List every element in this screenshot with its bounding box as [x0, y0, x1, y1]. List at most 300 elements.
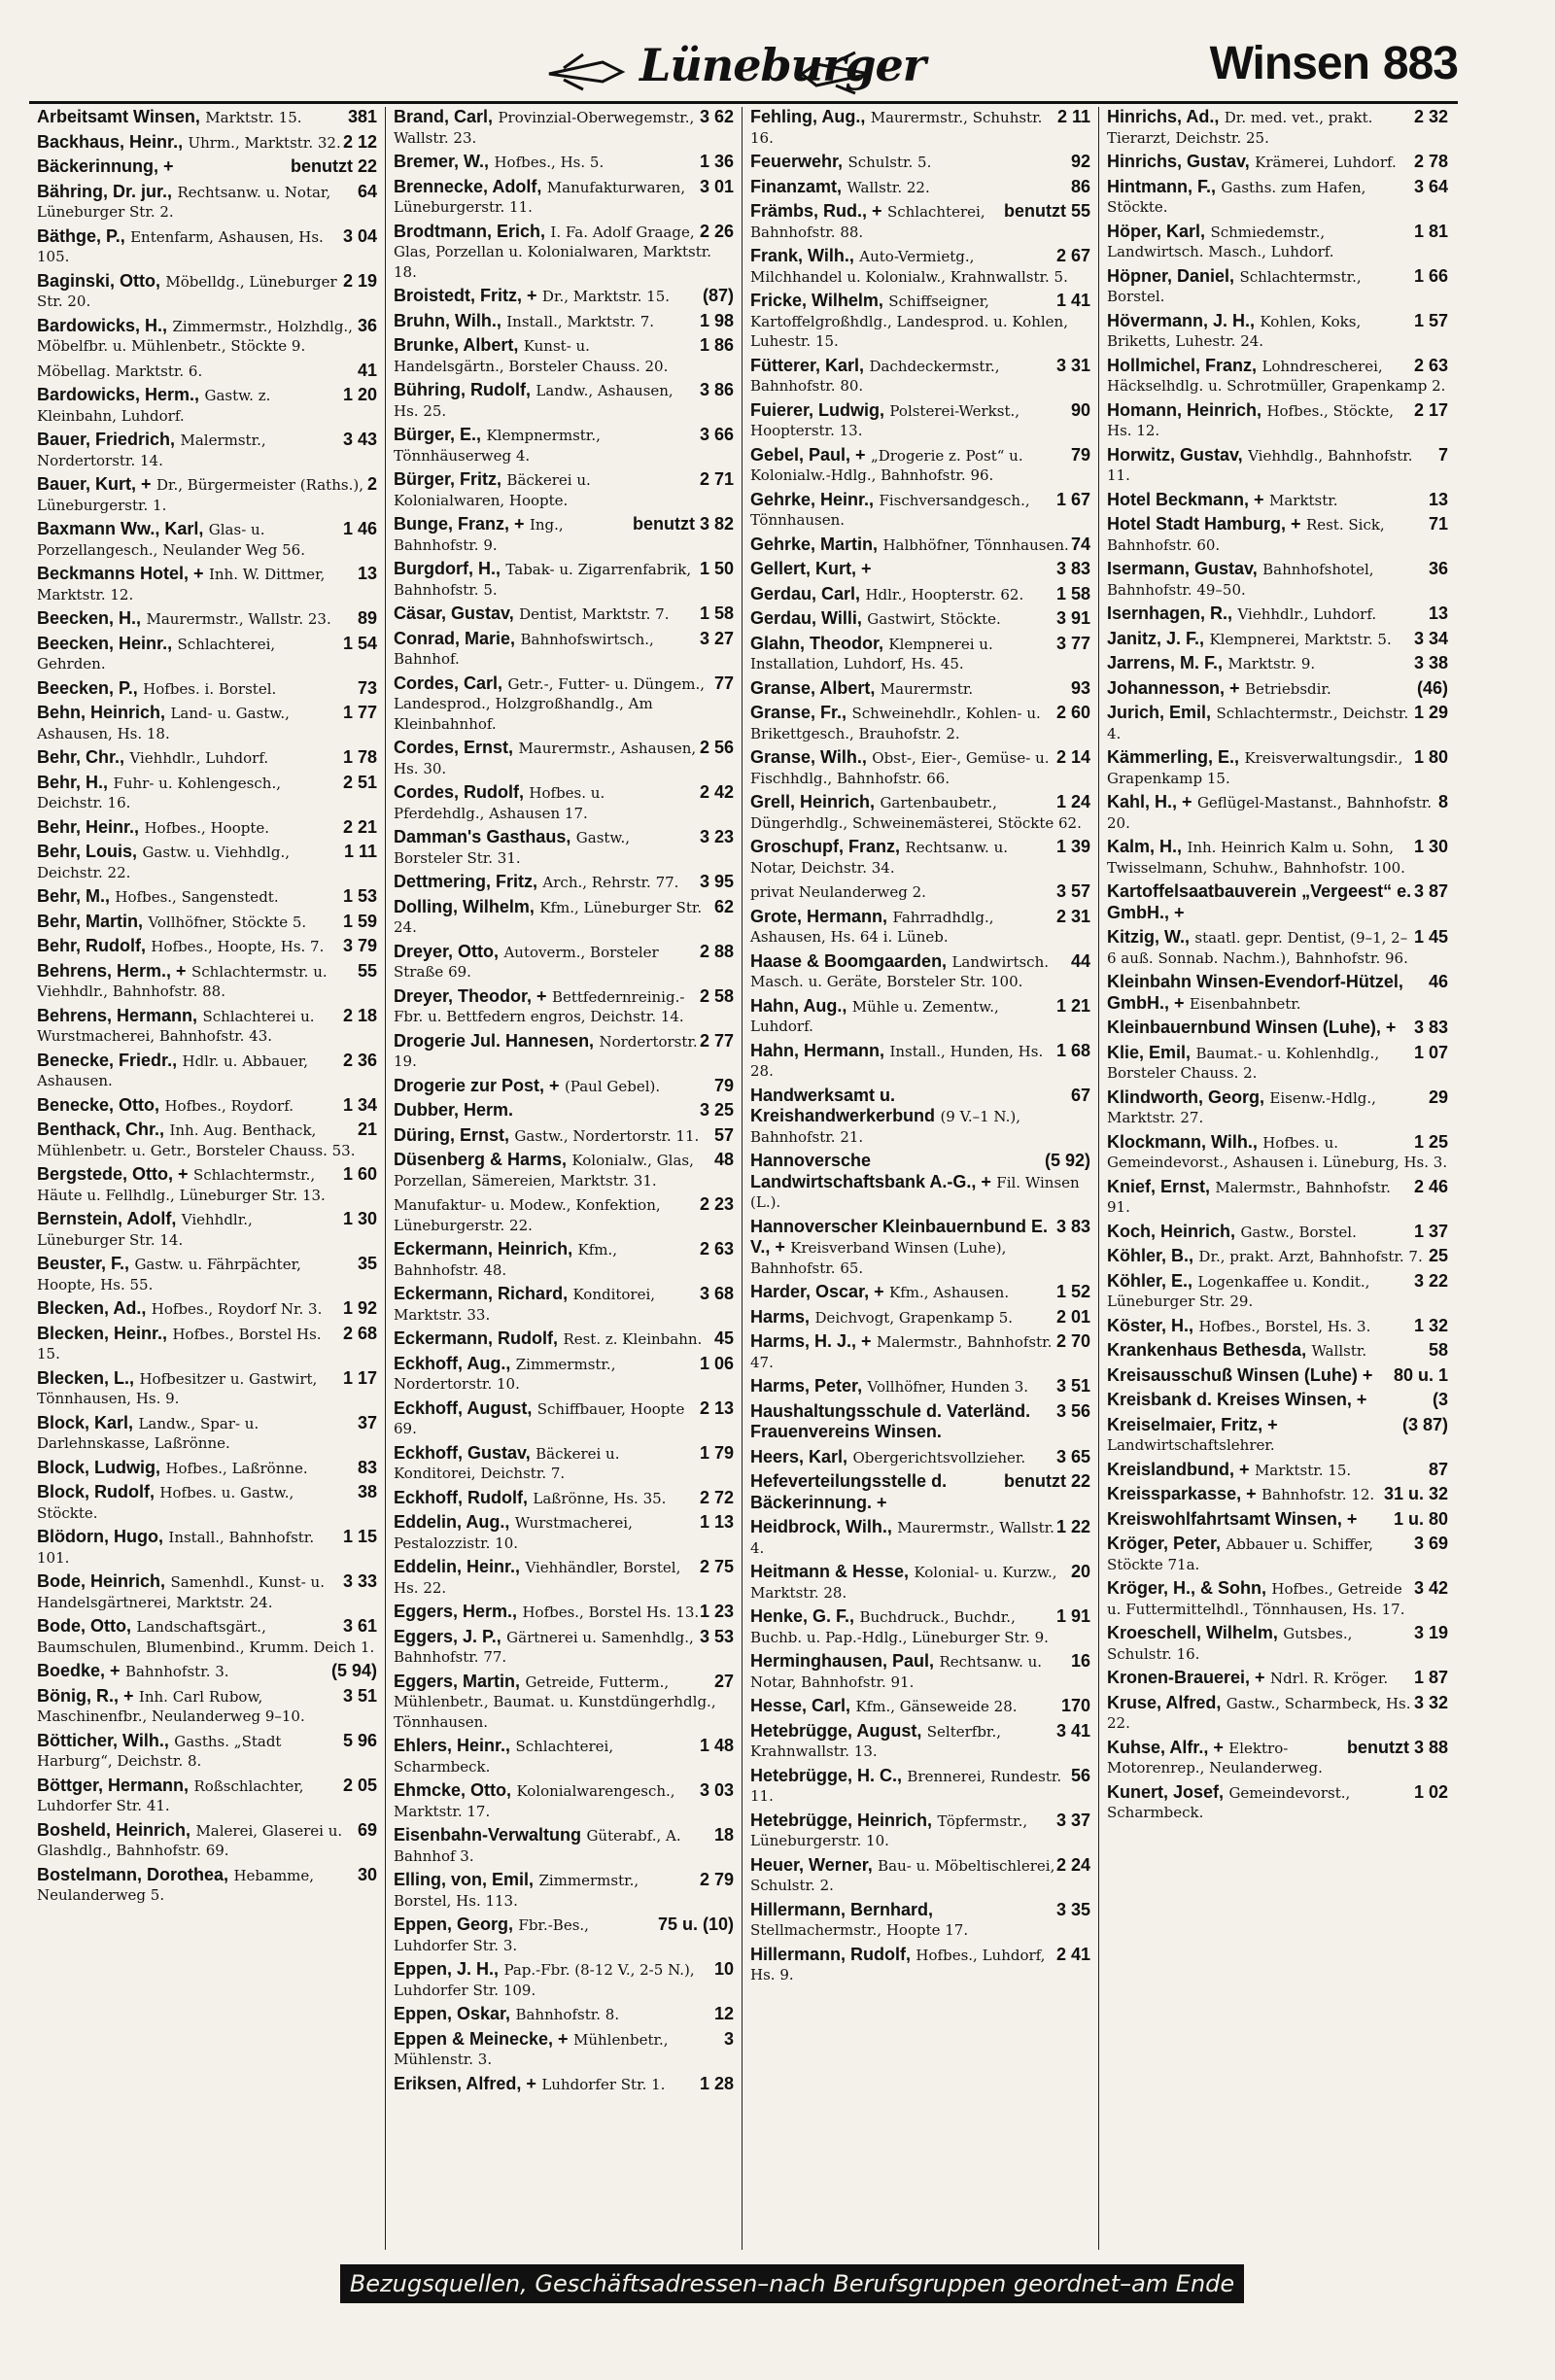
- entry-name: Block, Rudolf,: [37, 1482, 155, 1501]
- phone-number: (46): [1416, 677, 1448, 698]
- entry-name: Harms,: [750, 1306, 811, 1327]
- phone-number: 1 79: [699, 1442, 734, 1463]
- entry-name: Block, Ludwig,: [37, 1457, 161, 1477]
- entry-name: Bode, Heinrich,: [37, 1571, 166, 1591]
- entry-details: Dr., prakt. Arzt, Bahnhofstr. 7.: [1198, 1248, 1423, 1265]
- directory-entry: [750, 1721, 1090, 1762]
- directory-entry: [394, 604, 734, 625]
- phone-number: 3 53: [699, 1626, 734, 1646]
- directory-entry: [1107, 837, 1448, 878]
- phone-number: 1 81: [1413, 221, 1448, 241]
- directory-entry: [37, 608, 377, 630]
- entry-details: Land- u. Gastw., Ashausen, Hs. 18.: [37, 705, 290, 742]
- phone-number: 2 71: [699, 469, 734, 489]
- phone-number: 2 13: [699, 1397, 734, 1418]
- entry-name: Harms, Peter,: [750, 1376, 863, 1396]
- phone-number: 3 68: [699, 1284, 734, 1303]
- entry-name: Fehling, Aug.,: [750, 107, 866, 126]
- directory-entry: [37, 703, 377, 743]
- entry-name: Ehlers, Heinr.,: [394, 1736, 511, 1755]
- entry-details: Kfm., Ashausen.: [889, 1284, 1010, 1301]
- entry-details: Zimmermstr., Nordertorstr. 10.: [394, 1355, 616, 1393]
- directory-entry: [37, 678, 377, 700]
- entry-details: Bau- u. Möbeltischlerei, Schulstr. 2.: [750, 1856, 1055, 1894]
- entry-name: Hotel Beckmann, +: [1107, 489, 1264, 509]
- directory-entry: [1107, 747, 1448, 788]
- directory-entry: [394, 469, 734, 510]
- entry-name: Bühring, Rudolf,: [394, 380, 531, 399]
- directory-entry: [37, 1686, 377, 1727]
- directory-entry: [394, 177, 734, 218]
- entry-details: Gartenbaubetr., Düngerhdlg., Schweinemästerei, Stöckte 62.: [750, 794, 1082, 832]
- entry-details: Mühlenbetr., Mühlenstr. 3.: [394, 2030, 669, 2068]
- entry-details: Bäckerei u. Kolonialwaren, Hoopte.: [394, 471, 591, 509]
- entry-details: Schlachterei u. Wurstmacherei, Bahnhofstr. 43.: [37, 1007, 315, 1045]
- entry-name: Behr, M.,: [37, 886, 111, 906]
- directory-entry: [1107, 792, 1448, 833]
- phone-number: 3 27: [699, 628, 734, 648]
- phone-number: 38: [357, 1482, 377, 1501]
- directory-entry: [394, 1825, 734, 1866]
- entry-details: Möbelldg., Lüneburger Str. 20.: [37, 272, 337, 310]
- phone-number: 21: [357, 1120, 377, 1139]
- phone-number: (3: [1432, 1390, 1448, 1409]
- directory-entry: [394, 673, 734, 735]
- directory-entry: [1107, 107, 1448, 148]
- directory-columns: [29, 107, 1458, 2250]
- directory-entry: [37, 1164, 377, 1205]
- directory-entry: [750, 107, 1090, 148]
- phone-number: benutzt 3 88: [1346, 1737, 1448, 1757]
- directory-entry: [1107, 604, 1448, 625]
- entry-details: Viehhändler, Borstel, Hs. 22.: [394, 1559, 681, 1597]
- directory-entry: [750, 246, 1090, 287]
- phone-number: 1 54: [342, 633, 377, 653]
- phone-number: 2 24: [1055, 1854, 1090, 1875]
- phone-number: 1 86: [699, 335, 734, 355]
- entry-details: staatl. gepr. Dentist, (9–1, 2–6 auß. Sonnab. Nachm.), Bahnhofstr. 96.: [1107, 929, 1408, 967]
- entry-details: Dr., Bürgermeister (Raths.), Lüneburgerstr. 1.: [37, 476, 363, 514]
- entry-details: Hofbes., Getreide u. Futtermittelhdl., Tönnhausen, Hs. 17.: [1107, 1580, 1405, 1618]
- directory-entry: [1107, 559, 1448, 600]
- directory-entry: [1107, 1246, 1448, 1267]
- entry-details: (9 V.–1 N.), Bahnhofstr. 21.: [750, 1108, 1020, 1146]
- entry-name: Grell, Heinrich,: [750, 792, 876, 811]
- phone-number: 3 91: [1055, 608, 1090, 628]
- entry-name: Bauer, Friedrich,: [37, 430, 176, 449]
- entry-details: Zimmermstr., Borstel, Hs. 113.: [394, 1872, 639, 1910]
- entry-details: Vollhöfner, Stöckte 5.: [148, 913, 307, 931]
- entry-details: Kunst- u. Handelsgärtn., Borsteler Chauss. 20.: [394, 337, 669, 375]
- directory-entry: [37, 1731, 377, 1772]
- footer-banner: Bezugsquellen, Geschäftsadressen–nach Berufsgruppen geordnet–am Ende des Buches: [340, 2264, 1244, 2303]
- directory-entry: [1107, 1177, 1448, 1218]
- entry-details: Hofbes., Borstel Hs. 13.: [522, 1604, 700, 1621]
- entry-name: Kunert, Josef,: [1107, 1781, 1225, 1802]
- phone-number: 25: [1428, 1246, 1448, 1265]
- entry-details: Provinzial-Oberwegemstr., Wallstr. 23.: [394, 109, 695, 147]
- entry-details: Gastw., Borstel.: [1240, 1223, 1357, 1241]
- entry-details: Hofbesitzer u. Gastwirt, Tönnhausen, Hs. 9.: [37, 1369, 318, 1407]
- entry-details: Wallstr.: [1311, 1342, 1367, 1360]
- phone-number: 1 21: [1055, 995, 1090, 1016]
- directory-entry: [394, 1780, 734, 1821]
- entry-name: Eckhoff, Rudolf,: [394, 1487, 528, 1507]
- phone-number: 77: [713, 673, 734, 693]
- directory-entry: [750, 1401, 1090, 1443]
- entry-name: Köhler, B.,: [1107, 1246, 1194, 1265]
- entry-name: Kroeschell, Wilhelm,: [1107, 1623, 1278, 1642]
- entry-details: Malermstr., Bahnhofstr. 91.: [1107, 1178, 1391, 1216]
- entry-name: Heers, Karl,: [750, 1446, 848, 1466]
- phone-number: 71: [1428, 514, 1448, 534]
- entry-details: Fahrradhdlg., Ashausen, Hs. 64 i. Lüneb.: [750, 908, 994, 946]
- entry-name: Eisenbahn-Verwaltung: [394, 1825, 582, 1845]
- entry-name: Brand, Carl,: [394, 107, 494, 126]
- entry-details: Dr. med. vet., prakt. Tierarzt, Deichstr. 25.: [1107, 109, 1373, 147]
- entry-details: Wurstmacherei, Pestalozzistr. 10.: [394, 1514, 633, 1552]
- directory-entry: [750, 1517, 1090, 1558]
- entry-name: Kröger, Peter,: [1107, 1534, 1222, 1553]
- entry-name: Kreiselmaier, Fritz, +: [1107, 1414, 1278, 1434]
- directory-entry: [394, 1870, 734, 1911]
- directory-entry: [1107, 445, 1448, 486]
- directory-entry: [750, 837, 1090, 878]
- directory-entry: [1107, 1738, 1448, 1778]
- entry-details: Marktstr. 9.: [1227, 655, 1316, 673]
- entry-details: Schlachterei, Bahnhofstr. 88.: [750, 203, 985, 241]
- entry-details: Schlachterei, Scharmbeck.: [394, 1738, 614, 1776]
- directory-entry: [37, 1051, 377, 1091]
- directory-entry: [394, 738, 734, 778]
- phone-number: 3 41: [1055, 1720, 1090, 1741]
- entry-name: Hesse, Carl,: [750, 1696, 851, 1715]
- phone-number: 3 35: [1055, 1899, 1090, 1919]
- entry-name: Eddelin, Heinr.,: [394, 1557, 521, 1576]
- entry-name: Homann, Heinrich,: [1107, 399, 1262, 420]
- directory-entry: [750, 535, 1090, 556]
- entry-name: Baginski, Otto,: [37, 270, 161, 291]
- entry-name: Hillermann, Bernhard,: [750, 1899, 934, 1919]
- phone-number: 1 66: [1413, 265, 1448, 286]
- entry-details: Hofbes., Borstel, Hs. 3.: [1198, 1317, 1371, 1335]
- phone-number: benutzt 55: [1003, 201, 1090, 221]
- phone-number: 1 32: [1413, 1315, 1448, 1335]
- directory-entry: [394, 1031, 734, 1072]
- directory-entry: [750, 400, 1090, 441]
- directory-entry: [394, 1125, 734, 1147]
- entry-details: Auto-Vermietg., Milchhandel u. Kolonialw., Krahnwallstr. 5.: [750, 248, 1068, 286]
- entry-name: Koch, Heinrich,: [1107, 1221, 1236, 1241]
- directory-entry: [1107, 1087, 1448, 1128]
- phone-number: 2 05: [342, 1775, 377, 1795]
- directory-entry: [1107, 703, 1448, 743]
- phone-number: 2 23: [699, 1194, 734, 1214]
- directory-entry: [750, 152, 1090, 173]
- entry-name: Bunge, Franz, +: [394, 514, 525, 534]
- directory-entry: [37, 385, 377, 426]
- phone-number: 30: [357, 1864, 377, 1884]
- directory-entry: [750, 747, 1090, 788]
- entry-name: Eggers, Herm.,: [394, 1602, 518, 1621]
- directory-entry: [394, 1914, 734, 1955]
- phone-number: 1 20: [342, 385, 377, 404]
- phone-number: 36: [1428, 559, 1448, 578]
- entry-details: Eisenw.-Hdlg., Marktstr. 27.: [1107, 1088, 1376, 1126]
- entry-name: Baxmann Ww., Karl,: [37, 519, 204, 538]
- entry-name: Bardowicks, H.,: [37, 315, 168, 335]
- directory-entry: [1107, 222, 1448, 262]
- phone-number: 3 83: [1055, 1216, 1090, 1236]
- phone-number: 2 42: [699, 782, 734, 802]
- entry-name: Dreyer, Otto,: [394, 941, 500, 961]
- entry-details: Getreide, Futterm., Mühlenbetr., Baumat. u. Kunstdüngerhdlg., Tönnhausen.: [394, 1673, 716, 1731]
- entry-name: Eckhoff, August,: [394, 1397, 533, 1418]
- page-title: [1210, 37, 1458, 90]
- entry-name: Kreislandbund, +: [1107, 1459, 1250, 1479]
- entry-details: Bahnhofshotel, Bahnhofstr. 49–50.: [1107, 561, 1374, 599]
- entry-details: Klempnerei u. Installation, Luhdorf, Hs. 45.: [750, 635, 993, 673]
- entry-name: Bergstede, Otto, +: [37, 1164, 189, 1184]
- directory-entry: [1107, 927, 1448, 968]
- directory-entry: [750, 201, 1090, 242]
- phone-number: 3 03: [699, 1780, 734, 1800]
- entry-name: Gehrke, Martin,: [750, 534, 879, 554]
- entry-name: Kreiswohlfahrtsamt Winsen, +: [1107, 1508, 1358, 1529]
- phone-number: 1 87: [1413, 1668, 1448, 1687]
- entry-details: Bahnhofswirtsch., Bahnhof.: [394, 630, 654, 668]
- entry-name: Düring, Ernst,: [394, 1124, 510, 1145]
- directory-entry: [37, 747, 377, 769]
- phone-number: 1 36: [699, 152, 734, 171]
- entry-name: Beckmanns Hotel, +: [37, 564, 204, 583]
- entry-name: Heidbrock, Wilh.,: [750, 1517, 892, 1536]
- phone-number: 1 02: [1413, 1781, 1448, 1802]
- phone-number: 3 04: [342, 225, 377, 246]
- entry-name: Behrens, Herm., +: [37, 960, 187, 981]
- phone-number: 1 28: [699, 2073, 734, 2093]
- phone-number: 56: [1070, 1765, 1090, 1785]
- phone-number: 3 62: [699, 107, 734, 126]
- entry-details: Uhrm., Marktstr. 32.: [188, 133, 341, 152]
- entry-name: Eggers, J. P.,: [394, 1626, 501, 1646]
- page-header: [29, 19, 1458, 107]
- entry-name: Düsenberg & Harms,: [394, 1150, 568, 1169]
- phone-number: 2 68: [342, 1323, 377, 1343]
- directory-entry: [394, 1239, 734, 1280]
- directory-entry: [1107, 1578, 1448, 1619]
- entry-details: Landw., Ashausen, Hs. 25.: [394, 382, 674, 420]
- directory-entry: [37, 1820, 377, 1861]
- phone-number: 5 96: [342, 1730, 377, 1750]
- directory-entry: [394, 897, 734, 938]
- entry-name: Dreyer, Theodor, +: [394, 985, 547, 1006]
- entry-name: Bötticher, Wilh.,: [37, 1730, 169, 1750]
- phone-number: 1 67: [1055, 489, 1090, 509]
- directory-entry: [394, 152, 734, 173]
- entry-details: Malermstr., Nordertorstr. 14.: [37, 431, 266, 469]
- column-1: [29, 107, 386, 2250]
- entry-name: Gerdau, Carl,: [750, 583, 861, 604]
- phone-number: 2 58: [699, 985, 734, 1006]
- entry-details: Obst-, Eier-, Gemüse- u. Fischhdlg., Bahnhofstr. 66.: [750, 749, 1050, 787]
- phone-number: 3 33: [342, 1571, 377, 1591]
- directory-entry: [1107, 1782, 1448, 1823]
- entry-name: Hefeverteilungsstelle d. Bäckerinnung. +: [750, 1471, 948, 1512]
- entry-name: Burgdorf, H.,: [394, 559, 501, 578]
- entry-details: Hofbes. u. Gemeindevorst., Ashausen i. Lüneburg, Hs. 3.: [1107, 1133, 1448, 1171]
- directory-entry: [750, 1766, 1090, 1807]
- directory-entry: [394, 1150, 734, 1190]
- directory-entry: [37, 316, 377, 357]
- entry-name: Kronen-Brauerei, +: [1107, 1668, 1265, 1687]
- entry-details: Baumat.- u. Kohlenhdlg., Borsteler Chauss. 2.: [1107, 1044, 1380, 1082]
- directory-entry: [1107, 1623, 1448, 1664]
- entry-details: Konditorei, Marktstr. 33.: [394, 1286, 656, 1324]
- entry-name: Behrens, Hermann,: [37, 1005, 198, 1025]
- entry-name: Blödorn, Hugo,: [37, 1527, 163, 1546]
- entry-name: Herminghausen, Paul,: [750, 1651, 935, 1671]
- entry-details: Landwirtschaftslehrer.: [1107, 1436, 1275, 1454]
- phone-number: 3 22: [1413, 1270, 1448, 1291]
- phone-number: 2 70: [1055, 1331, 1090, 1351]
- entry-details: privat Neulanderweg 2.: [750, 883, 926, 901]
- entry-name: Cäsar, Gustav,: [394, 604, 514, 623]
- entry-details: Hofbes., Roydorf.: [164, 1096, 294, 1115]
- phone-number: (3 87): [1401, 1414, 1448, 1434]
- directory-entry: [750, 881, 1090, 903]
- phone-number: 1 57: [1413, 310, 1448, 330]
- phone-number: 36: [357, 315, 377, 335]
- entry-name: Drogerie zur Post, +: [394, 1075, 560, 1095]
- directory-entry: [37, 817, 377, 839]
- directory-entry: [37, 886, 377, 908]
- entry-name: Eckhoff, Gustav,: [394, 1442, 531, 1463]
- entry-name: Harder, Oscar, +: [750, 1282, 884, 1301]
- entry-details: Abbauer u. Schiffer, Stöckte 71a.: [1107, 1535, 1374, 1573]
- directory-entry: [394, 1557, 734, 1598]
- entry-name: Bostelmann, Dorothea,: [37, 1864, 229, 1884]
- directory-entry: [394, 942, 734, 983]
- entry-details: Rechtsanw. u. Notar, Deichstr. 34.: [750, 839, 1009, 877]
- entry-details: Pap.-Fbr. (8-12 V., 2-5 N.), Luhdorfer Str. 109.: [394, 1961, 695, 1999]
- directory-entry: [750, 1376, 1090, 1397]
- directory-entry: [37, 1368, 377, 1409]
- directory-entry: [394, 311, 734, 332]
- entry-name: Johannesson, +: [1107, 677, 1240, 698]
- phone-number: 1 15: [342, 1527, 377, 1546]
- directory-entry: [37, 912, 377, 933]
- directory-entry: [750, 1945, 1090, 1985]
- directory-entry: [37, 132, 377, 154]
- entry-details: Hofbes., Stöckte, Hs. 12.: [1107, 401, 1395, 439]
- entry-name: Backhaus, Heinr.,: [37, 131, 184, 152]
- directory-entry: [37, 842, 377, 882]
- directory-entry: [37, 1120, 377, 1160]
- phone-number: 1 37: [1413, 1221, 1448, 1241]
- directory-entry: [37, 1527, 377, 1568]
- phone-number: 2 79: [699, 1870, 734, 1889]
- directory-entry: [37, 1571, 377, 1612]
- phone-number: 1 u. 80: [1393, 1508, 1448, 1529]
- entry-name: Höper, Karl,: [1107, 221, 1206, 241]
- entry-details: Maurermstr., Wallstr. 4.: [750, 1519, 1054, 1557]
- directory-entry: [37, 361, 377, 382]
- phone-number: 1 78: [342, 747, 377, 767]
- entry-name: Krankenhaus Bethesda,: [1107, 1340, 1307, 1360]
- entry-name: Bosheld, Heinrich,: [37, 1819, 191, 1840]
- phone-number: 62: [713, 896, 734, 916]
- directory-entry: [1107, 266, 1448, 307]
- entry-details: Dentist, Marktstr. 7.: [519, 605, 670, 623]
- phone-number: 2 88: [699, 941, 734, 961]
- entry-details: Hofbes., Luhdorf, Hs. 9.: [750, 1946, 1046, 1983]
- phone-number: 2 78: [1413, 152, 1448, 171]
- directory-entry: [750, 703, 1090, 743]
- entry-details: Kfm., Lüneburger Str. 24.: [394, 898, 703, 936]
- entry-details: Gastw., Nordertorstr. 11.: [514, 1126, 700, 1145]
- entry-details: Gasths. zum Hafen, Stöckte.: [1107, 178, 1366, 216]
- directory-entry: [394, 335, 734, 376]
- phone-number: 87: [1428, 1459, 1448, 1479]
- directory-entry: [37, 1209, 377, 1250]
- directory-entry: [750, 1900, 1090, 1941]
- directory-entry: [394, 1194, 734, 1235]
- entry-details: Kfm., Gänseweide 28.: [855, 1698, 1018, 1715]
- entry-details: Marktstr.: [1268, 491, 1338, 509]
- entry-name: Henke, G. F.,: [750, 1606, 855, 1626]
- phone-number: 89: [357, 608, 377, 628]
- phone-number: 1 22: [1055, 1517, 1090, 1536]
- entry-name: Eckhoff, Aug.,: [394, 1353, 511, 1373]
- directory-entry: [37, 1865, 377, 1906]
- entry-name: Isermann, Gustav,: [1107, 559, 1258, 578]
- entry-details: Hofbes., Hs. 5.: [494, 154, 605, 171]
- phone-number: 2 11: [1056, 107, 1090, 126]
- entry-details: Schlachtermstr. u. Viehhdlr., Bahnhofstr. 88.: [37, 962, 328, 1000]
- entry-name: Kartoffelsaatbauverein „Vergeest“ e. GmbH., +: [1107, 881, 1412, 922]
- entry-name: Ehmcke, Otto,: [394, 1780, 512, 1800]
- phone-number: 1 30: [342, 1209, 377, 1228]
- entry-name: Behr, H.,: [37, 772, 109, 792]
- entry-details: Fbr.-Bes., Luhdorfer Str. 3.: [394, 1916, 589, 1954]
- phone-number: 1 17: [342, 1367, 377, 1388]
- entry-details: Install., Bahnhofstr. 101.: [37, 1529, 315, 1567]
- entry-details: Kreisverwaltungsdir., Grapenkamp 15.: [1107, 749, 1403, 787]
- entry-name: Horwitz, Gustav,: [1107, 444, 1243, 465]
- entry-details: Gutsbes., Schulstr. 16.: [1107, 1625, 1353, 1663]
- entry-details: Install., Hunden, Hs. 28.: [750, 1042, 1044, 1080]
- entry-details: Klempnermstr., Tönnhäuserweg 4.: [394, 427, 601, 465]
- entry-details: Hofbes., Hoopte.: [144, 818, 270, 837]
- luneburger-logo: [544, 35, 926, 101]
- entry-details: Möbellag. Marktstr. 6.: [37, 362, 203, 380]
- entry-name: Kuhse, Alfr., +: [1107, 1737, 1224, 1757]
- entry-name: Hinrichs, Gustav,: [1107, 152, 1250, 171]
- entry-name: Isernhagen, R.,: [1107, 604, 1233, 623]
- phone-number: 48: [713, 1150, 734, 1169]
- entry-details: Tabak- u. Zigarrenfabrik, Bahnhofstr. 5.: [394, 561, 692, 599]
- entry-name: Bruhn, Wilh.,: [394, 310, 501, 330]
- entry-details: Geflügel-Mastanst., Bahnhofstr. 20.: [1107, 794, 1433, 832]
- entry-details: Gasths. „Stadt Harburg“, Deichstr. 8.: [37, 1732, 282, 1770]
- phone-number: 2 51: [342, 772, 377, 792]
- phone-number: 2 46: [1413, 1176, 1448, 1196]
- directory-entry: [394, 107, 734, 148]
- entry-name: Hotel Stadt Hamburg, +: [1107, 514, 1301, 534]
- phone-number: 1 80: [1413, 747, 1448, 767]
- directory-entry: [1107, 1132, 1448, 1173]
